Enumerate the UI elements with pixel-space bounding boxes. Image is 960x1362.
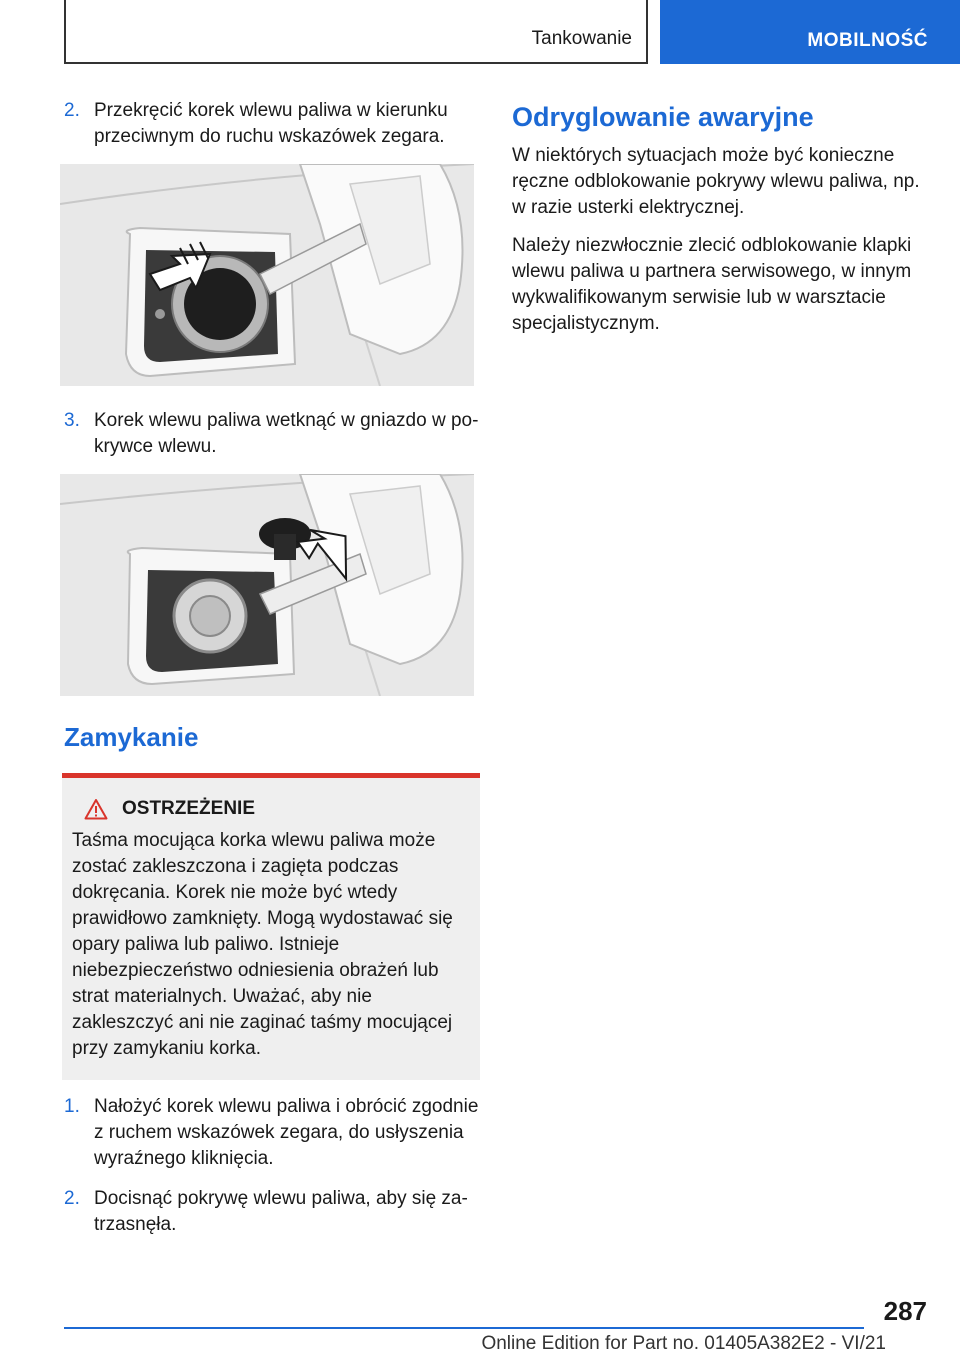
paragraph: W niektórych sytuacjach może być konieczne ręczne odblokowanie pokrywy wlewu paliwa, np. w razie usterki elektrycznej.: [512, 145, 920, 218]
step-text: Przekręcić korek wlewu paliwa w kierunku przeciwnym do ruchu wskazówek zegara.: [94, 100, 448, 147]
right-column: [512, 98, 932, 349]
step-item: [64, 98, 480, 150]
step-text: Korek wlewu paliwa wetknąć w gniazdo w pokrywce wlewu.: [94, 410, 479, 457]
header-chapter-title: MOBILNOŚĆ: [807, 30, 928, 51]
footer-divider: [64, 1327, 864, 1329]
section-title-emergency-unlock: Odryglowanie awaryjne: [512, 102, 814, 132]
closing-steps: [64, 1094, 480, 1238]
step-item: [64, 408, 480, 460]
illustration-fuel-cap-removal: [60, 164, 474, 386]
page-number: 287: [883, 1296, 927, 1326]
step-number: 3.: [64, 410, 80, 431]
left-column: [64, 98, 480, 1252]
header-section-title: Tankowanie: [531, 28, 632, 49]
step-item: [64, 1186, 480, 1238]
warning-label: OSTRZEŻENIE: [122, 798, 256, 819]
warning-text: Taśma mocująca korka wlewu paliwa może zostać zakleszczona i zagięta podczas dokręcania. Korek nie może być wtedy prawidłowo zamknięty. Mogą wydostawać się opary paliwa lub paliwo. Istnieje niebezpieczeństwo odniesienia obrażeń lub strat materialnych. Uważać, aby nie zakleszczyć ani nie zaginać taśmy mocującej przy zamykaniu korka.: [72, 830, 453, 1059]
footer-edition: Online Edition for Part no. 01405A382E2 - VI/21: [481, 1333, 886, 1354]
warning-triangle-icon: [84, 798, 108, 820]
step-number: 1.: [64, 1096, 80, 1117]
paragraph: Należy niezwłocznie zlecić odblokowanie klapki wlewu paliwa u partnera serwisowego, w innym wykwalifikowanym serwisie lub w warsztacie specjalistycznym.: [512, 235, 912, 334]
warning-box: [62, 773, 480, 1080]
step-number: 2.: [64, 1188, 80, 1209]
section-title-closing: Zamykanie: [64, 722, 199, 752]
step-number: 2.: [64, 100, 80, 121]
header-section-tab: [64, 0, 648, 64]
illustration-fuel-cap-stowed: [60, 474, 474, 696]
step-text: Nałożyć korek wlewu paliwa i obrócić zgodnie z ruchem wskazówek zegara, do usłyszenia wyraźnego kliknięcia.: [94, 1096, 479, 1169]
warning-header: [72, 798, 470, 820]
header-chapter-tab: [660, 0, 960, 64]
step-item: [64, 1094, 480, 1172]
step-text: Docisnąć pokrywę wlewu paliwa, aby się zatrzasnęła.: [94, 1188, 468, 1235]
